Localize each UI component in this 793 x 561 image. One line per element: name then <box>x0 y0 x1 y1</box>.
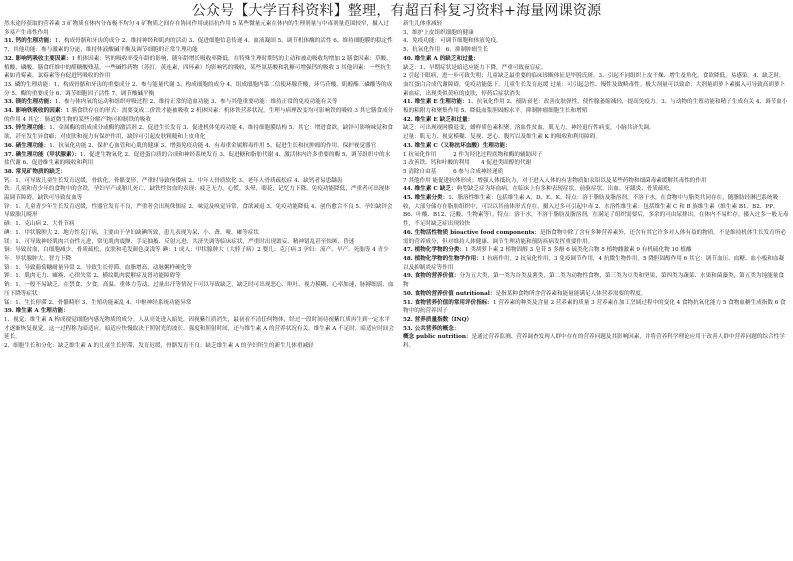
paragraph-text: 钠：1、一般不易缺乏，在禁食、少食，高温、重体力劳动、过量出汗等情况下可以导致缺乏，缺乏时可出现恶心、呕吐、视力模糊、心率加速、脉搏细弱、血压下降等症状 <box>4 282 394 297</box>
paragraph-heading: 31. 钙的生理功能： <box>4 38 55 45</box>
paragraph-heading: 41. 维生素 E 生理功能： <box>403 99 468 106</box>
paragraph <box>403 229 789 246</box>
paragraph-text: 铜：导致贫血，白细胞减少，骨质疏松，皮肤和毛发颜色变浅等 碘：1 成人：甲状腺肿大（大脖子病）2 婴儿：克汀病 3 孕妇：流产、早产、死胎等 4 青少年：甲状腺肿大，智力下降 <box>4 247 389 262</box>
paragraph <box>4 220 394 229</box>
paragraph <box>4 272 394 281</box>
paragraph-text: 4、免疫功能：可调节细胞和体液免疫。 <box>403 38 502 45</box>
paragraph <box>403 151 789 160</box>
paragraph-text: 碘：1、甲状腺肿大 2、地方性克汀病，主要由于孕妇缺碘所致，患儿表现为呆、小、聋、哑、瘫等症状 <box>4 229 260 236</box>
paragraph-heading: 50. 食物的营养价值 nutritional： <box>403 290 496 297</box>
paragraph-text: 1、抗氧化功能 2、保护心血管和心肌的健康 3、增强免疫功能 4、有毒重金属解毒作用 5、促进生长和抗肿瘤的作用，保护视觉器官 <box>49 142 377 149</box>
paragraph-text: 铁：儿童和青少年的食物中的含铁，孕妇早产或胎儿死亡，缺铁性贫血的表现：疲乏无力，心慌，头晕，眼花，记忆力下降，免疫功能降低，严重者可出现体温调节障碍，缺铁可导致贫血等 <box>4 186 390 202</box>
paragraph-heading: 概念 public nutrition： <box>403 334 472 341</box>
paragraph-text: 然未途径获取的营养素 3 矿物质在体内分布极不均匀 4 矿物质之间存在协同作用或拮抗作用 5 某些微量元素在体内的生理剂量与中毒剂量范围较窄，摄入过多易产生毒性作用 <box>4 21 389 36</box>
paragraph <box>4 20 394 37</box>
paragraph-text: 1、抗氧化作用 2、预防衰老：改善皮肤弹性，使性腺萎缩减轻，提高免疫力。3、与动物的生殖功能和精子生成有关 4、调节血小板的粘附力和聚集作用 5、降低血浆胆固醇水平，抑制肿瘤细胞生长和增殖 <box>403 99 788 115</box>
paragraph <box>4 124 394 141</box>
paragraph <box>403 116 789 125</box>
paragraph <box>403 316 789 325</box>
paragraph <box>4 229 394 238</box>
paragraph <box>403 159 789 168</box>
paragraph-text: 1、构成骨骼和牙齿的成分 2、维持神经和肌肉的活动 3、促进细胞信息传递 4、血液凝固 5、调节机体酶的活性 6、维持细胞膜的稳定性 7、其他功能：参与激素的分泌，维持体液酸碱平衡及调节细胞的正常生理功能 <box>4 38 393 54</box>
paragraph <box>403 290 789 299</box>
paragraph <box>403 98 789 115</box>
paragraph-heading: 37. 碘生理功能（甲状腺素）： <box>4 151 81 158</box>
paragraph-text: 1 营养素的种类及含量 2 营养素的质量 3 营养素在加工烹调过程中的变化 4 食物抗氧化能力 5 食物血糖生成指数 6 食物中的抗营养因子 <box>403 299 786 315</box>
paragraph-heading: 32. 影响钙吸收主要因素： <box>4 55 72 62</box>
paragraph <box>4 98 394 107</box>
paragraph <box>4 185 394 202</box>
paragraph-text: 是通过营养监测、营养调查发现人群中存在的营养问题及其影响因素，并将营养科学理论应用于改善人群中营养问题的综合性学科。 <box>403 334 785 350</box>
paragraph-text: 镁：1、可导致神经肌肉兴奋性亢进，常见肌肉震颤、手足抽搐、反射亢进、共济失调等临床症状，严重时出现谵妄、精神错乱甚至惊厥、昏迷 <box>4 238 355 245</box>
paragraph-heading: 40. 维生素 A 的缺乏和过量： <box>403 55 479 62</box>
paragraph-heading: 48. 植物化学物的生物学作用： <box>403 255 482 262</box>
paragraph <box>4 281 394 298</box>
paragraph-text: 33. 磷的生理功能：1、构成骨骼和牙齿的重要成分 2、参与能量代谢 3、构成细胞的成分 4、组成细胞内第二信使环腺苷酸，环鸟苷酸，肌醇酯三磷酸等的成分 5、酶的重要成分 6、调节细胞因子活性 7、调节酸碱平衡 <box>4 81 393 97</box>
paragraph-text: 1、视觉：维生素 A 构成视觉细胞内感光物质的成分。人从亮处进入暗处，因视紫红质消失，最初看不清任何物体，经过一段时间待视紫红质再生到一定水平才逐渐恢复视觉，这一过程称为暗适应。暗适应快慢取决于照射光的波长、强度和照射时间，还与维生素 A 的营养状况有关。维生素 A 不足时，暗适应时间会延长。 <box>4 316 394 341</box>
paragraph-text: 锰：1、生长停滞 2、骨骼畸形 3、生殖功能紊乱 4、中枢神经系统功能异常 <box>4 299 192 306</box>
paragraph-text: 5 清除自由基 6 参与合成神经递质 <box>403 168 504 175</box>
paragraph-text: 典型缺乏症为坏血病，在临床上有多种表现症状，前驱症状、出血、牙龈炎、骨质疏松。 <box>456 186 675 193</box>
paragraph-text: 1 膳食铁存在的形式：需要变成二价铁才能被吸收 2 机体因素：机体铁营养状况，生理与病理改变均可影响铁的吸收 3 其它膳食成分的作用 4 其它：肠道微生物的某些分解产物可抑制铁的吸收 <box>4 108 394 123</box>
paragraph-text: 3、维护上皮组织细胞的健康 <box>403 29 474 36</box>
paragraph-text: 缺乏：可出现视网膜退变，蜡样质色素积聚，溶血性贫血，肌无力，神经退行性病变，小脑共济失调。 <box>403 125 655 132</box>
paragraph-text: 钾：1、肌肉无力、瘫痪、心律失常 2、横纹肌肉裂解症及肾功能障碍等 <box>4 273 181 280</box>
paragraph-heading: 51. 食物营养价值的常用评价指标： <box>403 299 493 306</box>
paragraph-text: 钙：1、可导致儿童生长发育迟缓，骨软化，骨骼变形，严重时导致佝偻病 2、中年人骨质软化 3、老年人骨质疏松症 4、缺钙者易患龋齿 <box>4 177 343 184</box>
paragraph-heading: 45. 维生素分类： <box>403 195 449 202</box>
paragraph <box>403 185 789 194</box>
paragraph <box>4 151 394 168</box>
paragraph <box>4 299 394 308</box>
paragraph-text: 新生儿体重减轻 <box>403 21 443 27</box>
paragraph-heading: 43. 维生素 C（又称抗坏血酸）生理功能： <box>403 142 511 149</box>
paragraph <box>4 81 394 98</box>
paragraph-text: 7 其他作用 能促进抗体形成；增强人体抵抗力，对于进入人体的有害物质如汞铅以及某些药物和细菌毒素缓解其毒性的作用 <box>403 177 707 184</box>
paragraph-heading: 35. 锌生理功能： <box>4 125 50 132</box>
paragraph-heading: 47. 植物化学物的分类： <box>403 247 466 254</box>
paragraph <box>403 29 789 38</box>
paragraph <box>4 55 394 81</box>
paragraph-text: 是指某种食物所含营养素和能量能满足人体营养需要的程度。 <box>495 290 647 297</box>
paragraph-heading: 39. 维生素 A 生理功能： <box>4 308 69 315</box>
paragraph-heading: 34. 影响铁吸收的因素： <box>4 108 67 115</box>
paragraph-text: 1 抗氧化作用 2 作为羟化过程底物和酶的辅助因子 <box>403 151 543 158</box>
paragraph <box>4 203 394 220</box>
paragraph <box>4 246 394 263</box>
paragraph <box>403 64 789 73</box>
paragraph <box>403 142 789 151</box>
paragraph <box>4 142 394 151</box>
paragraph <box>4 37 394 54</box>
paragraph <box>403 272 789 289</box>
paragraph <box>4 168 394 177</box>
paragraph <box>403 333 789 350</box>
paragraph <box>4 307 394 316</box>
paragraph-heading: 36. 硒生理功能： <box>4 142 50 149</box>
page-header: 公众号【大学百科资料】整理，有超百科复习资料+海量网课资源 <box>191 3 602 19</box>
paragraph <box>4 264 394 273</box>
paragraph-text: 1、参与体内氧的运动和组织呼吸过程 2、维持正常的造血功能 3、参与其他重要功能：维持正常的免疫功能有关等 <box>54 99 338 106</box>
paragraph-text: 3 改善铁、钙和叶酸的利用 4 促进类固醇的代谢 <box>403 160 532 167</box>
paragraph <box>403 255 789 272</box>
paragraph <box>4 342 394 351</box>
paragraph-text: 2 引起干眼病，进一步可致失明；儿童缺乏最重要的临床诊断体征是毕脱氏斑。3、引起不同组织上皮干燥、增生及角化，食欲降低，易感染。4、缺乏时，血红蛋白合成代谢障碍，免疫功能低下，儿童生长发育迟缓 过量：可引起急性、慢性及致畸毒性。极大剂量可以致命；大剂量胡萝卜素摄入可导致高胡萝卜素血症，出现类似黄疸的皮肤，停药后症状消失 <box>403 73 786 97</box>
paragraph-text: 锌：1、儿童青少年生长发育迟缓，性器官发育不良，严重者会出现侏儒症 2、味觉及嗅觉异常，食欲减退 3、免疫功能降低 4、创伤愈合不良 5、孕妇缺锌会导致胎儿畸形 <box>4 203 393 219</box>
paragraph <box>403 325 789 334</box>
paragraph-heading: 49. 食物的营养价值： <box>403 273 460 280</box>
paragraph-text: 1 抗癌作用，2 抗氧化作用，3 免疫调节作用，4 抗微生物作用，5 降胆固醇作用 6 其它：调节血压、血糖、血小板和血凝以及抑制炎症等作用 <box>403 255 785 271</box>
paragraph-text: 1、金属酶的组成成分或酶的激活剂 2、促进生长发育 3、促进机体免疫功能 4、维持细胞膜结构 5、其它：增进食欲，缺锌可影响味觉和食欲，甚至发生异食癖；对皮肤和视力有保护作用，缺锌可引起皮肤粗糙和上皮角化 <box>4 125 394 141</box>
paragraph-heading: 46. 生物活性物质 bioactive food components： <box>403 229 540 236</box>
right-column <box>403 20 789 351</box>
paragraph <box>403 46 789 55</box>
paragraph <box>403 246 789 255</box>
paragraph <box>403 177 789 186</box>
paragraph-text: 过量：肌无力、视觉模糊、复视、恶心、腹泻以及维生素 K 的吸收和利用障碍。 <box>403 134 601 141</box>
paragraph-text: 分为五大类，第一类为谷类及薯类，第二类为动物性食物，第三类为豆类和坚果，第四类为蔬菜、水果和菌藻类，第五类为纯能量食物 <box>403 273 784 289</box>
paragraph-text: 是指食物中除了含有多种营养素外，还含有其它许多对人体有益的物质。不是维持机体生长发育所必需的营养成分，但对维持人体健康、调节生理功能和预防疾病发挥重要作用。 <box>403 229 787 245</box>
paragraph-text: 5、抗氧化作用 6、抑制肿瘤生长 <box>403 47 489 54</box>
paragraph-text: 缺乏：1、早期症状是暗适应能力下降，严重可致夜盲症。 <box>403 64 547 71</box>
left-column <box>4 20 394 351</box>
paragraph-heading: 42. 维生素 E 缺乏和过量： <box>403 116 474 123</box>
paragraph <box>4 316 394 342</box>
paragraph-heading: 52. 营养质量指数（INQ） <box>403 316 473 323</box>
paragraph-text: 1、促进生物氧化 2、促进蛋白质的合成和神经系统发育 3、促进糖和脂肪代谢 4、激活体内许多重要的酶 5、调节组织中的水盐代谢 6、促进维生素的吸收和利用 <box>4 151 391 167</box>
paragraph-heading: 44. 维生素 C 缺乏： <box>403 186 457 193</box>
paragraph <box>403 133 789 142</box>
paragraph <box>403 37 789 46</box>
paragraph <box>403 72 789 98</box>
paragraph <box>4 238 394 247</box>
paragraph <box>403 168 789 177</box>
paragraph-text: 1 机体因素：钙的吸收率受年龄的影响，随年龄增长吸收率降低，在特殊生理时期钙的主动和被动吸收均增加 2 膳食因素：草酸、植酸、磷酸、膳食纤维中的醛糖酸残基，一些碱性药物（苏打，黄连素，四环素）均影响钙的吸收，某些氨基酸和乳糖可增强钙的吸收 3 其他因素：一些抗生素如青霉素、氯霉素等有促进钙吸收的作用 <box>4 55 392 80</box>
paragraph-text: 铬：1、导致葡萄糖耐量异常 2、导致生长停滞，血脂增高，动脉粥样硬化等 <box>4 264 192 271</box>
paragraph-text: 1、脂溶性维生素：包括维生素 A、D、E、K。特点：溶于脂肪及脂溶剂，不溶于水，在食物中与脂类共同存在，随脂肪经淋巴系统吸收，大部分储存在脂肪组织中，可以以其前体形式存在，摄入过多可引起中毒 2、水溶性维生素：包括维生素 C 和 B 族维生素（维生素 B1、B2、PP、B6、叶酸、B12、泛酸、生物素等）。特点：溶于水，不溶于脂肪及脂溶剂，在满足了组织需要后，多余的可由尿排出，在体内不易贮存，摄入过多一般无毒性，不足时缺乏症出现较快 <box>403 195 789 228</box>
paragraph <box>403 55 789 64</box>
paragraph <box>403 299 789 316</box>
paragraph <box>403 124 789 133</box>
paragraph-text: 2、细胞生长和分化：缺乏维生素 A 的儿童生长停滞，发育迟缓，骨骼发育不良；缺乏维生素 A 的孕妇所生的新生儿体重减轻 <box>4 343 314 350</box>
paragraph <box>4 107 394 124</box>
paragraph <box>403 194 789 229</box>
paragraph-text: 硒：1、克山病 2、大骨节病 <box>4 221 75 228</box>
paragraph-heading: 38. 常见矿物质的缺乏： <box>4 168 67 175</box>
paragraph <box>403 20 789 29</box>
paragraph-text: 1 类胡萝卜素 2 植物固醇 3 皂苷 5 多酚 6 硫类化合物 8 植物雌激素 9 有机硫化物 10 植酸 <box>465 247 692 254</box>
paragraph <box>4 177 394 186</box>
paragraph-heading: 33. 镁的生理功能： <box>4 99 55 106</box>
paragraph-heading: 53. 公共营养的概念： <box>403 325 460 332</box>
